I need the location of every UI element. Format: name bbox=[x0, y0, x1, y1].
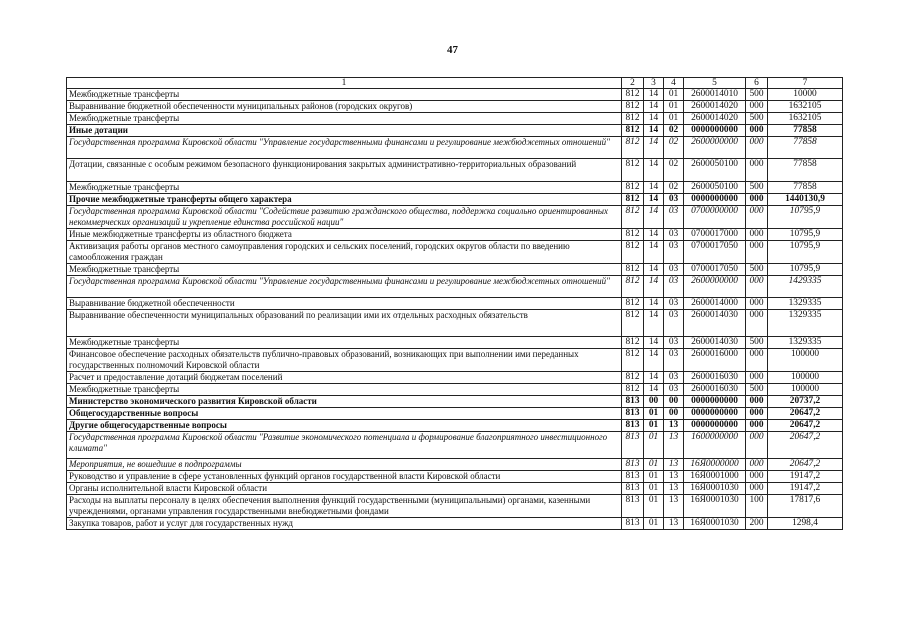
amount-cell: 10795,9 bbox=[768, 263, 843, 275]
code-ministry-cell: 812 bbox=[622, 310, 644, 337]
table-row bbox=[67, 193, 843, 205]
amount-cell: 77858 bbox=[768, 137, 843, 159]
item-name-cell: Выравнивание обеспеченности муниципальных образований по реализации ими их отдельных расходных обязательств bbox=[67, 310, 622, 337]
code-subsection-cell: 01 bbox=[664, 101, 684, 113]
code-target-cell: 1600000000 bbox=[684, 432, 746, 459]
item-name-cell: Государственная программа Кировской области "Содействие развитию гражданского общества, поддержка социально ориентированных некоммерческих организаций и укрепление единства российской нации" bbox=[67, 205, 622, 228]
code-subsection-cell: 02 bbox=[664, 137, 684, 159]
table-row bbox=[67, 275, 843, 297]
amount-cell: 1440130,9 bbox=[768, 193, 843, 205]
table-row bbox=[67, 205, 843, 228]
table-row bbox=[67, 240, 843, 263]
code-expense-type-cell: 000 bbox=[746, 137, 768, 159]
code-expense-type-cell: 500 bbox=[746, 384, 768, 396]
amount-cell: 77858 bbox=[768, 159, 843, 181]
code-target-cell: 2600016000 bbox=[684, 349, 746, 372]
code-subsection-cell: 02 bbox=[664, 181, 684, 193]
code-section-cell: 14 bbox=[644, 240, 664, 263]
header-cell: 5 bbox=[684, 78, 746, 89]
code-section-cell: 14 bbox=[644, 89, 664, 101]
code-expense-type-cell: 000 bbox=[746, 396, 768, 408]
code-ministry-cell: 813 bbox=[622, 408, 644, 420]
amount-cell: 100000 bbox=[768, 349, 843, 372]
code-target-cell: 0000000000 bbox=[684, 193, 746, 205]
item-name-cell: Министерство экономического развития Кировской области bbox=[67, 396, 622, 408]
code-expense-type-cell: 500 bbox=[746, 89, 768, 101]
amount-cell: 19147,2 bbox=[768, 482, 843, 494]
table-row bbox=[67, 349, 843, 372]
code-subsection-cell: 03 bbox=[664, 372, 684, 384]
code-section-cell: 01 bbox=[644, 517, 664, 529]
code-ministry-cell: 813 bbox=[622, 420, 644, 432]
code-expense-type-cell: 000 bbox=[746, 298, 768, 310]
code-expense-type-cell: 000 bbox=[746, 240, 768, 263]
code-ministry-cell: 812 bbox=[622, 263, 644, 275]
code-section-cell: 01 bbox=[644, 494, 664, 517]
header-cell: 6 bbox=[746, 78, 768, 89]
code-expense-type-cell: 000 bbox=[746, 408, 768, 420]
code-expense-type-cell: 000 bbox=[746, 205, 768, 228]
table-row bbox=[67, 420, 843, 432]
code-section-cell: 14 bbox=[644, 205, 664, 228]
table-row bbox=[67, 159, 843, 181]
item-name-cell: Общегосударственные вопросы bbox=[67, 408, 622, 420]
code-expense-type-cell: 000 bbox=[746, 310, 768, 337]
amount-cell: 1329335 bbox=[768, 298, 843, 310]
code-expense-type-cell: 500 bbox=[746, 181, 768, 193]
code-section-cell: 14 bbox=[644, 372, 664, 384]
code-ministry-cell: 812 bbox=[622, 181, 644, 193]
code-section-cell: 14 bbox=[644, 137, 664, 159]
code-subsection-cell: 00 bbox=[664, 396, 684, 408]
code-target-cell: 16Я0001030 bbox=[684, 494, 746, 517]
code-subsection-cell: 13 bbox=[664, 517, 684, 529]
code-expense-type-cell: 000 bbox=[746, 193, 768, 205]
code-target-cell: 2600000000 bbox=[684, 275, 746, 297]
code-subsection-cell: 00 bbox=[664, 408, 684, 420]
code-subsection-cell: 03 bbox=[664, 349, 684, 372]
code-ministry-cell: 812 bbox=[622, 159, 644, 181]
code-subsection-cell: 02 bbox=[664, 159, 684, 181]
code-subsection-cell: 13 bbox=[664, 470, 684, 482]
item-name-cell: Органы исполнительной власти Кировской области bbox=[67, 482, 622, 494]
code-ministry-cell: 812 bbox=[622, 298, 644, 310]
item-name-cell: Иные межбюджетные трансферты из областного бюджета bbox=[67, 228, 622, 240]
item-name-cell: Государственная программа Кировской области "Управление государственными финансами и регулирование межбюджетных отношений" bbox=[67, 137, 622, 159]
item-name-cell: Государственная программа Кировской области "Развитие экономического потенциала и формирование благоприятного инвестиционного климата" bbox=[67, 432, 622, 459]
code-ministry-cell: 812 bbox=[622, 228, 644, 240]
amount-cell: 10795,9 bbox=[768, 205, 843, 228]
code-section-cell: 14 bbox=[644, 228, 664, 240]
code-subsection-cell: 13 bbox=[664, 432, 684, 459]
item-name-cell: Прочие межбюджетные трансферты общего характера bbox=[67, 193, 622, 205]
code-section-cell: 01 bbox=[644, 420, 664, 432]
code-subsection-cell: 02 bbox=[664, 125, 684, 137]
code-ministry-cell: 813 bbox=[622, 432, 644, 459]
item-name-cell: Межбюджетные трансферты bbox=[67, 384, 622, 396]
table-row bbox=[67, 101, 843, 113]
code-subsection-cell: 03 bbox=[664, 240, 684, 263]
amount-cell: 20647,2 bbox=[768, 408, 843, 420]
code-expense-type-cell: 200 bbox=[746, 517, 768, 529]
code-subsection-cell: 03 bbox=[664, 310, 684, 337]
table-row bbox=[67, 384, 843, 396]
code-expense-type-cell: 000 bbox=[746, 470, 768, 482]
table-row bbox=[67, 263, 843, 275]
code-expense-type-cell: 500 bbox=[746, 113, 768, 125]
header-cell: 3 bbox=[644, 78, 664, 89]
code-ministry-cell: 812 bbox=[622, 205, 644, 228]
item-name-cell: Руководство и управление в сфере установленных функций органов государственной власти Кировской области bbox=[67, 470, 622, 482]
header-cell: 4 bbox=[664, 78, 684, 89]
amount-cell: 77858 bbox=[768, 181, 843, 193]
item-name-cell: Межбюджетные трансферты bbox=[67, 113, 622, 125]
item-name-cell: Выравнивание бюджетной обеспеченности муниципальных районов (городских округов) bbox=[67, 101, 622, 113]
item-name-cell: Государственная программа Кировской области "Управление государственными финансами и регулирование межбюджетных отношений" bbox=[67, 275, 622, 297]
amount-cell: 1632105 bbox=[768, 101, 843, 113]
table-row bbox=[67, 228, 843, 240]
code-target-cell: 2600014020 bbox=[684, 113, 746, 125]
table-row bbox=[67, 137, 843, 159]
code-ministry-cell: 813 bbox=[622, 517, 644, 529]
code-subsection-cell: 03 bbox=[664, 275, 684, 297]
item-name-cell: Межбюджетные трансферты bbox=[67, 181, 622, 193]
code-ministry-cell: 812 bbox=[622, 372, 644, 384]
amount-cell: 77858 bbox=[768, 125, 843, 137]
amount-cell: 10795,9 bbox=[768, 228, 843, 240]
code-ministry-cell: 813 bbox=[622, 396, 644, 408]
code-subsection-cell: 03 bbox=[664, 263, 684, 275]
amount-cell: 10000 bbox=[768, 89, 843, 101]
item-name-cell: Иные дотации bbox=[67, 125, 622, 137]
code-ministry-cell: 812 bbox=[622, 384, 644, 396]
code-subsection-cell: 01 bbox=[664, 113, 684, 125]
code-expense-type-cell: 000 bbox=[746, 432, 768, 459]
code-section-cell: 14 bbox=[644, 181, 664, 193]
code-target-cell: 0000000000 bbox=[684, 408, 746, 420]
amount-cell: 20647,2 bbox=[768, 420, 843, 432]
table-row bbox=[67, 89, 843, 101]
table-row bbox=[67, 372, 843, 384]
amount-cell: 1429335 bbox=[768, 275, 843, 297]
code-subsection-cell: 13 bbox=[664, 482, 684, 494]
code-target-cell: 16Я0001030 bbox=[684, 517, 746, 529]
code-section-cell: 01 bbox=[644, 432, 664, 459]
code-target-cell: 0700017050 bbox=[684, 240, 746, 263]
item-name-cell: Финансовое обеспечение расходных обязательств публично-правовых образований, возникающих при выполнении ими переданных государственных полномочий Кировской области bbox=[67, 349, 622, 372]
item-name-cell: Выравнивание бюджетной обеспеченности bbox=[67, 298, 622, 310]
code-ministry-cell: 812 bbox=[622, 101, 644, 113]
header-row bbox=[67, 78, 843, 89]
header-cell: 7 bbox=[768, 78, 843, 89]
header-cell: 1 bbox=[67, 78, 622, 89]
code-ministry-cell: 812 bbox=[622, 240, 644, 263]
amount-cell: 100000 bbox=[768, 372, 843, 384]
budget-table bbox=[66, 77, 843, 530]
code-subsection-cell: 03 bbox=[664, 205, 684, 228]
code-expense-type-cell: 000 bbox=[746, 228, 768, 240]
code-section-cell: 01 bbox=[644, 458, 664, 470]
code-ministry-cell: 812 bbox=[622, 193, 644, 205]
code-expense-type-cell: 000 bbox=[746, 275, 768, 297]
amount-cell: 19147,2 bbox=[768, 470, 843, 482]
code-expense-type-cell: 000 bbox=[746, 372, 768, 384]
code-section-cell: 14 bbox=[644, 125, 664, 137]
table-row bbox=[67, 494, 843, 517]
code-expense-type-cell: 000 bbox=[746, 482, 768, 494]
code-ministry-cell: 813 bbox=[622, 470, 644, 482]
code-ministry-cell: 812 bbox=[622, 113, 644, 125]
code-subsection-cell: 01 bbox=[664, 89, 684, 101]
item-name-cell: Другие общегосударственные вопросы bbox=[67, 420, 622, 432]
code-section-cell: 01 bbox=[644, 470, 664, 482]
code-section-cell: 14 bbox=[644, 384, 664, 396]
code-subsection-cell: 13 bbox=[664, 458, 684, 470]
code-section-cell: 14 bbox=[644, 101, 664, 113]
code-ministry-cell: 813 bbox=[622, 482, 644, 494]
item-name-cell: Расходы на выплаты персоналу в целях обеспечения выполнения функций государственными (муниципальными) органами, казенными учреждениями, органами управления государственными внебюджетными фондами bbox=[67, 494, 622, 517]
table-row bbox=[67, 396, 843, 408]
code-target-cell: 2600014030 bbox=[684, 310, 746, 337]
code-section-cell: 14 bbox=[644, 349, 664, 372]
table-row bbox=[67, 408, 843, 420]
code-expense-type-cell: 500 bbox=[746, 337, 768, 349]
page-number: 47 bbox=[447, 44, 458, 56]
table-row bbox=[67, 298, 843, 310]
table-row bbox=[67, 113, 843, 125]
code-expense-type-cell: 000 bbox=[746, 420, 768, 432]
code-expense-type-cell: 000 bbox=[746, 101, 768, 113]
amount-cell: 17817,6 bbox=[768, 494, 843, 517]
code-target-cell: 0700000000 bbox=[684, 205, 746, 228]
item-name-cell: Межбюджетные трансферты bbox=[67, 89, 622, 101]
code-ministry-cell: 812 bbox=[622, 125, 644, 137]
code-section-cell: 01 bbox=[644, 482, 664, 494]
code-target-cell: 0700017050 bbox=[684, 263, 746, 275]
code-expense-type-cell: 500 bbox=[746, 263, 768, 275]
code-section-cell: 14 bbox=[644, 275, 664, 297]
code-target-cell: 2600016030 bbox=[684, 372, 746, 384]
code-expense-type-cell: 100 bbox=[746, 494, 768, 517]
code-expense-type-cell: 000 bbox=[746, 159, 768, 181]
code-target-cell: 0000000000 bbox=[684, 420, 746, 432]
code-target-cell: 16Я0001030 bbox=[684, 482, 746, 494]
code-target-cell: 0000000000 bbox=[684, 125, 746, 137]
code-section-cell: 14 bbox=[644, 113, 664, 125]
code-ministry-cell: 812 bbox=[622, 337, 644, 349]
code-subsection-cell: 03 bbox=[664, 298, 684, 310]
code-section-cell: 14 bbox=[644, 298, 664, 310]
code-section-cell: 14 bbox=[644, 310, 664, 337]
amount-cell: 20647,2 bbox=[768, 432, 843, 459]
code-section-cell: 00 bbox=[644, 396, 664, 408]
code-ministry-cell: 812 bbox=[622, 89, 644, 101]
amount-cell: 100000 bbox=[768, 384, 843, 396]
item-name-cell: Расчет и предоставление дотаций бюджетам поселений bbox=[67, 372, 622, 384]
amount-cell: 20647,2 bbox=[768, 458, 843, 470]
code-section-cell: 14 bbox=[644, 159, 664, 181]
table-row bbox=[67, 470, 843, 482]
amount-cell: 10795,9 bbox=[768, 240, 843, 263]
code-subsection-cell: 13 bbox=[664, 420, 684, 432]
amount-cell: 1298,4 bbox=[768, 517, 843, 529]
amount-cell: 1632105 bbox=[768, 113, 843, 125]
item-name-cell: Межбюджетные трансферты bbox=[67, 263, 622, 275]
table-row bbox=[67, 432, 843, 459]
table-row bbox=[67, 181, 843, 193]
item-name-cell: Межбюджетные трансферты bbox=[67, 337, 622, 349]
code-section-cell: 14 bbox=[644, 263, 664, 275]
table-row bbox=[67, 337, 843, 349]
code-expense-type-cell: 000 bbox=[746, 125, 768, 137]
item-name-cell: Дотации, связанные с особым режимом безопасного функционирования закрытых административно-территориальных образований bbox=[67, 159, 622, 181]
code-subsection-cell: 13 bbox=[664, 494, 684, 517]
item-name-cell: Мероприятия, не вошедшие в подпрограммы bbox=[67, 458, 622, 470]
code-target-cell: 0700017000 bbox=[684, 228, 746, 240]
code-section-cell: 01 bbox=[644, 408, 664, 420]
code-target-cell: 2600050100 bbox=[684, 181, 746, 193]
code-subsection-cell: 03 bbox=[664, 337, 684, 349]
code-expense-type-cell: 000 bbox=[746, 349, 768, 372]
table-row bbox=[67, 482, 843, 494]
code-target-cell: 2600014030 bbox=[684, 337, 746, 349]
code-target-cell: 2600000000 bbox=[684, 137, 746, 159]
code-target-cell: 2600014010 bbox=[684, 89, 746, 101]
code-subsection-cell: 03 bbox=[664, 384, 684, 396]
table-row bbox=[67, 310, 843, 337]
code-target-cell: 16Я0001000 bbox=[684, 470, 746, 482]
code-ministry-cell: 813 bbox=[622, 458, 644, 470]
header-cell: 2 bbox=[622, 78, 644, 89]
item-name-cell: Активизация работы органов местного самоуправления городских и сельских поселений, городских округов области по введению самообложения граждан bbox=[67, 240, 622, 263]
amount-cell: 1329335 bbox=[768, 337, 843, 349]
code-subsection-cell: 03 bbox=[664, 228, 684, 240]
code-ministry-cell: 812 bbox=[622, 349, 644, 372]
code-ministry-cell: 812 bbox=[622, 137, 644, 159]
code-target-cell: 0000000000 bbox=[684, 396, 746, 408]
item-name-cell: Закупка товаров, работ и услуг для государственных нужд bbox=[67, 517, 622, 529]
code-target-cell: 16Я0000000 bbox=[684, 458, 746, 470]
code-target-cell: 2600014020 bbox=[684, 101, 746, 113]
code-target-cell: 2600014000 bbox=[684, 298, 746, 310]
code-ministry-cell: 813 bbox=[622, 494, 644, 517]
table-row bbox=[67, 125, 843, 137]
code-expense-type-cell: 000 bbox=[746, 458, 768, 470]
amount-cell: 1329335 bbox=[768, 310, 843, 337]
amount-cell: 20737,2 bbox=[768, 396, 843, 408]
code-target-cell: 2600016030 bbox=[684, 384, 746, 396]
code-section-cell: 14 bbox=[644, 337, 664, 349]
code-subsection-cell: 03 bbox=[664, 193, 684, 205]
code-target-cell: 2600050100 bbox=[684, 159, 746, 181]
table-row bbox=[67, 517, 843, 529]
code-ministry-cell: 812 bbox=[622, 275, 644, 297]
table-row bbox=[67, 458, 843, 470]
code-section-cell: 14 bbox=[644, 193, 664, 205]
